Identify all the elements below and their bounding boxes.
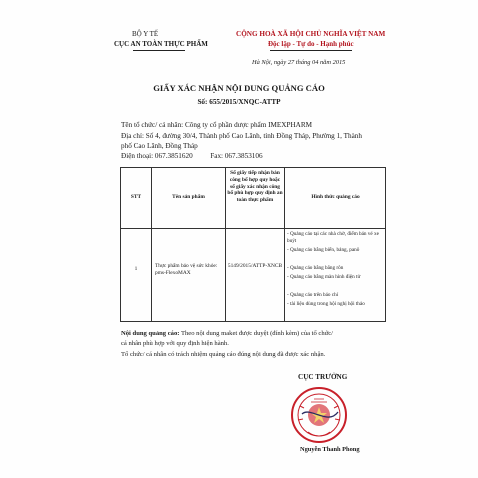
- col-divider: [151, 168, 152, 321]
- official-seal-icon: [290, 386, 348, 444]
- national-motto: Độc lập - Tự do - Hạnh phúc: [268, 40, 354, 48]
- address-line-1: Địa chỉ: Số 4, đường 30/4, Thành phố Cao Lãnh, tỉnh Đồng Tháp, Phường 1, Thành: [121, 132, 362, 140]
- phone-number: Điện thoại: 067.3851620: [121, 152, 193, 160]
- director-title: CỤC TRƯỞNG: [298, 373, 348, 381]
- content-text: Theo nội dung maket được duyệt (đính kèm) của tổ chức/: [180, 330, 333, 337]
- address-line-2: phố Cao Lãnh, Đồng Tháp: [121, 142, 198, 150]
- ad-form-item: - Quảng cáo bằng băng rôn: [287, 265, 344, 271]
- advertising-table: [120, 167, 386, 322]
- header-stt: STT: [130, 194, 142, 200]
- place-date: Hà Nội, ngày 27 tháng 04 năm 2015: [252, 59, 346, 66]
- col-divider: [225, 168, 226, 321]
- content-note: [121, 330, 333, 337]
- signer-name: Nguyễn Thanh Phong: [300, 446, 360, 453]
- document-number: Số: 655/2015/XNQC-ATTP: [197, 98, 281, 106]
- republic-name: CỘNG HOÀ XÃ HỘI CHỦ NGHĨA VIỆT NAM: [236, 30, 386, 38]
- ad-form-item: - tài liệu dùng trong hội nghị hội thảo: [287, 301, 365, 307]
- row-cert-number: 5149/2015/ATTP-XNCB: [227, 263, 283, 269]
- responsibility-note: Tổ chức/ cá nhân có trách nhiệm quảng cáo đúng nội dung đã được xác nhận.: [121, 351, 326, 358]
- ad-form-item: - Quảng cáo bằng màn hình điện tử: [287, 274, 361, 280]
- row-product: Thực phẩm bảo vệ sức khỏe: pms-FlexoMAX: [155, 263, 218, 276]
- ad-form-item: - Quảng cáo trên báo chí: [287, 292, 339, 298]
- document-title: GIẤY XÁC NHẬN NỘI DUNG QUẢNG CÁO: [153, 83, 325, 93]
- header-product: Tên sản phẩm: [172, 194, 205, 200]
- header-right-divider: [270, 50, 352, 51]
- contact-line: [121, 152, 263, 160]
- header-cert-number: Số giấy tiếp nhận bản công bố hợp quy hoặc số giấy xác nhận công bố phù hợp quy định an toàn thực phẩm: [227, 170, 283, 203]
- header-ad-form: Hình thức quảng cáo: [311, 194, 360, 200]
- ad-form-item: - Quảng cáo bằng biển, bảng, panô: [287, 247, 360, 253]
- col-divider: [284, 168, 285, 321]
- content-label: Nội dung quảng cáo:: [121, 330, 180, 337]
- row-stt: 1: [134, 266, 138, 272]
- ministry-name: BỘ Y TẾ: [132, 30, 159, 38]
- fax-number: Fax: 067.3853106: [210, 152, 263, 160]
- content-text-2: cá nhân phù hợp với quy định hiện hành.: [121, 340, 229, 347]
- header-left-divider: [133, 50, 185, 51]
- header-divider: [121, 228, 385, 229]
- ad-form-item: - Quảng cáo tại các nhà chờ, điểm bán vé xe buýt: [287, 231, 379, 244]
- organization-line: Tên tổ chức/ cá nhân: Công ty cổ phần dược phẩm IMEXPHARM: [121, 121, 313, 129]
- department-name: CỤC AN TOÀN THỰC PHẨM: [114, 40, 208, 48]
